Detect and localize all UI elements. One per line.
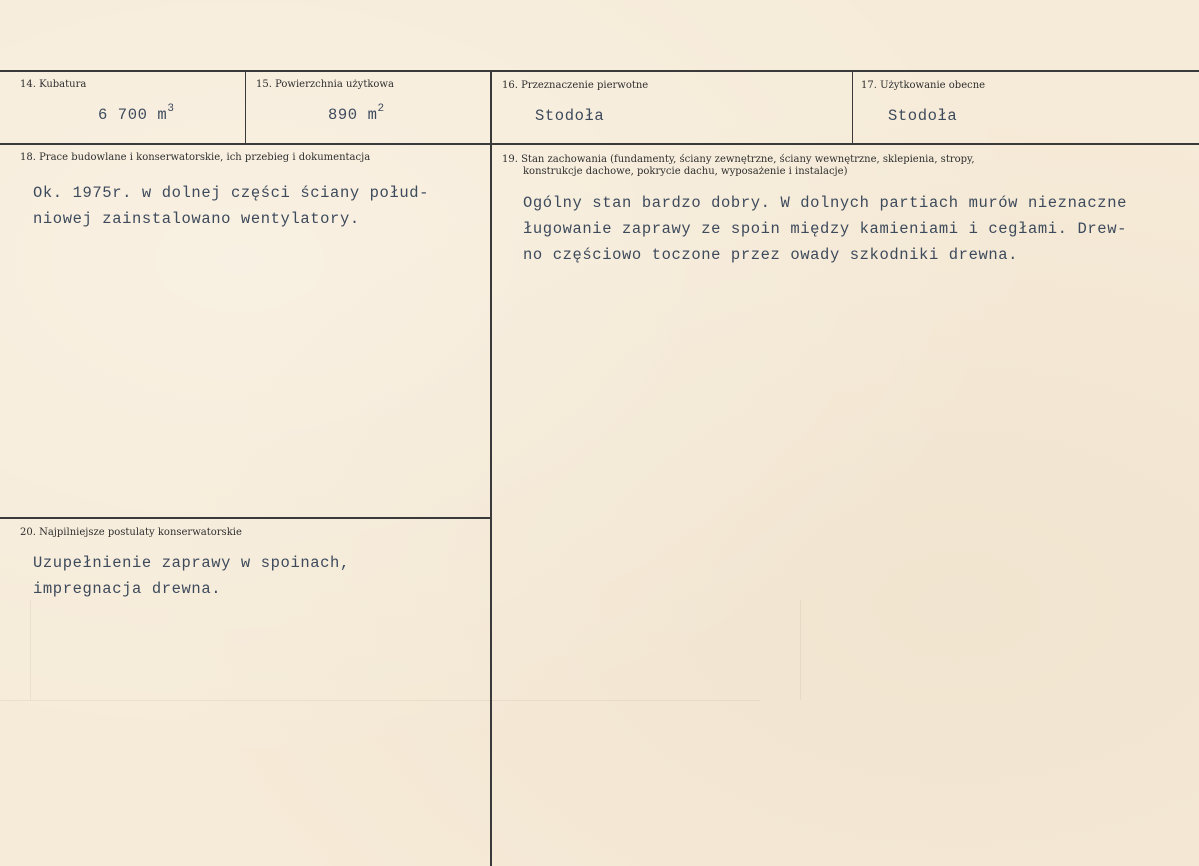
field-15-label: 15. Powierzchnia użytkowa (256, 79, 394, 90)
field-20-text (33, 550, 350, 602)
field-15-number: 890 m (328, 106, 378, 124)
show-through-line (0, 700, 760, 701)
field-19-text (523, 190, 1127, 268)
column-divider-15-16 (490, 71, 492, 866)
field-20-label: 20. Najpilniejsze postulaty konserwatorskie (20, 527, 242, 538)
field-20-line: Uzupełnienie zaprawy w spoinach, (33, 554, 350, 572)
field-16-label: 16. Przeznaczenie pierwotne (502, 80, 649, 91)
field-15-value (328, 102, 385, 128)
field-17-value: Stodoła (888, 107, 958, 125)
row-divider-line (0, 143, 1199, 145)
field-19-line: Ogólny stan bardzo dobry. W dolnych partiach murów nieznaczne (523, 194, 1127, 212)
field-14-value (98, 102, 175, 128)
field-19-label-line-2: konstrukcje dachowe, pokrycie dachu, wyposażenie i instalacje) (523, 166, 848, 177)
field-14-number: 6 700 m (98, 106, 168, 124)
field-17-label: 17. Użytkowanie obecne (861, 80, 986, 91)
field-15-exponent: 2 (377, 103, 385, 115)
field-14-label: 14. Kubatura (20, 79, 87, 90)
column-divider-14-15 (245, 71, 246, 144)
field-14-exponent: 3 (167, 103, 175, 115)
column-divider-16-17 (852, 71, 853, 144)
show-through-line (800, 600, 801, 700)
field-18-line: Ok. 1975r. w dolnej części ściany połud- (33, 184, 430, 202)
field-18-label: 18. Prace budowlane i konserwatorskie, ich przebieg i dokumentacja (20, 152, 371, 163)
section-divider-line (0, 517, 492, 519)
field-16-value: Stodoła (535, 107, 605, 125)
top-border-line (0, 70, 1199, 72)
field-18-text (33, 180, 429, 232)
field-19-line: no częściowo toczone przez owady szkodniki drewna. (523, 246, 1019, 264)
field-20-line: impregnacja drewna. (33, 580, 222, 598)
show-through-line (30, 600, 31, 700)
field-19-line: ługowanie zaprawy ze spoin między kamieniami i cegłami. Drew- (523, 220, 1127, 238)
field-19-label-line-1: 19. Stan zachowania (fundamenty, ściany zewnętrzne, ściany wewnętrzne, sklepienia, stropy, (502, 154, 975, 165)
field-18-line: niowej zainstalowano wentylatory. (33, 210, 360, 228)
